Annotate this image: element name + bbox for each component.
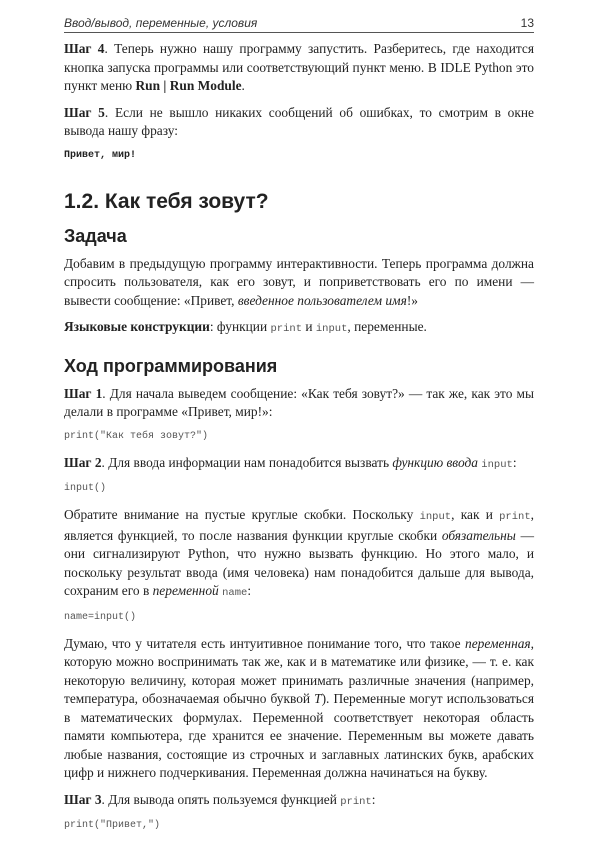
- step2-text-c: :: [512, 454, 517, 470]
- task-text-em: введенное пользователем имя: [237, 292, 407, 308]
- step3-paragraph: [64, 791, 534, 812]
- para1-code-input: input: [419, 511, 452, 523]
- constructs-text-b: и: [302, 319, 316, 334]
- task-paragraph: [64, 255, 534, 311]
- step3-label: Шаг 3: [64, 791, 102, 807]
- variable-paragraph-1: [64, 506, 534, 603]
- step1-text: . Для начала выведем сообщение: «Как тебя зовут?» — так же, как это мы делали в программе «Привет, мир!»:: [64, 385, 534, 419]
- step2-code: input(): [64, 483, 107, 494]
- section-title: 1.2. Как тебя зовут?: [64, 189, 269, 213]
- variable-paragraph-2: [64, 635, 534, 783]
- step5-label: Шаг 5: [64, 104, 105, 120]
- step4-text-a: . Теперь нужно нашу программу запустить. Разберитесь, где находится кнопка запуска программы или соответствующий пункт меню. В IDLE Python это пункт меню: [64, 41, 534, 93]
- step4-menu: Run | Run Module: [135, 78, 242, 93]
- step2-text-em: функцию ввода: [392, 454, 478, 470]
- name-input-code: name=input(): [64, 611, 137, 623]
- para1-text-c: , является функцией, то после названия функции круглые скобки: [64, 507, 534, 543]
- para2-text-a: Думаю, что у читателя есть интуитивное понимание того, что такое: [64, 635, 465, 651]
- step5-text: . Если не вышло никаких сообщений об ошибках, то смотрим в окне вывода нашу фразу:: [64, 104, 534, 138]
- running-title: Ввод/вывод, переменные, условия: [64, 16, 258, 30]
- output-example: Привет, мир!: [64, 149, 137, 161]
- page-number: 13: [520, 16, 534, 30]
- step3-code-inline: print: [340, 795, 372, 808]
- constructs-code-print: print: [270, 323, 302, 335]
- step3-code: print("Привет,"): [64, 820, 161, 831]
- running-header: [64, 12, 534, 33]
- step1-code: print("Как тебя зовут?"): [64, 430, 209, 442]
- para1-text-a: Обратите внимание на пустые круглые скобки. Поскольку: [64, 507, 420, 522]
- task-text-b: !»: [406, 292, 418, 308]
- para1-text-b: , как и: [451, 507, 500, 522]
- para1-em2: переменной: [152, 583, 219, 598]
- step4-paragraph: [64, 40, 534, 96]
- constructs-label: Языковые конструкции: [64, 319, 210, 334]
- para1-text-d: — они сигнализируют Python, что нужно вызвать функцию. Но этого мало, и поскольку результат ввода (имя человека) нам понадобится дальше для вывода, сохраним его в: [64, 527, 534, 598]
- step4-label: Шаг 4: [64, 41, 105, 56]
- step1-paragraph: [64, 385, 534, 422]
- step4-text-b: .: [241, 78, 245, 93]
- para1-code-print: print: [499, 511, 531, 523]
- constructs-text-c: , переменные.: [347, 319, 427, 334]
- constructs-paragraph: [64, 318, 534, 339]
- step2-paragraph: [64, 454, 534, 475]
- para1-code-name: name: [222, 587, 248, 599]
- constructs-text-a: : функции: [209, 319, 271, 334]
- step3-text-b: :: [371, 791, 376, 807]
- step2-text-a: . Для ввода информации нам понадобится вызвать: [101, 454, 393, 470]
- step1-label: Шаг 1: [64, 385, 103, 401]
- page-content: [64, 40, 534, 843]
- task-heading: Задача: [64, 225, 127, 246]
- progress-heading: Ход программирования: [64, 355, 278, 376]
- para1-text-f: :: [247, 583, 252, 598]
- para2-text-c: ). Переменные могут использоваться в математических формулах. Переменной соответствует некоторая область памяти компьютера, где хранится ее значение. Переменным вы можете давать любые названия, состоящие из строчных и заглавных латинских букв, арабских цифр и нижнего подчеркивания. Переменная должна начинаться на букву.: [64, 691, 534, 780]
- task-text-a: Добавим в предыдущую программу интерактивности. Теперь программа должна спросить пользователя, как его зовут, и поприветствовать его по имени — вывести сообщение: «Привет,: [64, 255, 534, 308]
- step3-text: . Для вывода опять пользуемся функцией: [101, 791, 341, 807]
- para2-em2: T: [314, 691, 322, 706]
- step2-code-inline: input: [481, 458, 513, 471]
- para2-em: переменная: [465, 635, 531, 651]
- constructs-code-input: input: [315, 323, 348, 335]
- step5-paragraph: [64, 104, 534, 141]
- para1-em: обязательны: [441, 527, 516, 543]
- para2-text-b: , которую можно воспринимать так же, как и в математике или физике, — т. е. как некоторую величину, которая может принимать различные значения (например, температура, обозначаемая обычно буквой: [64, 635, 534, 706]
- step2-label: Шаг 2: [64, 454, 102, 470]
